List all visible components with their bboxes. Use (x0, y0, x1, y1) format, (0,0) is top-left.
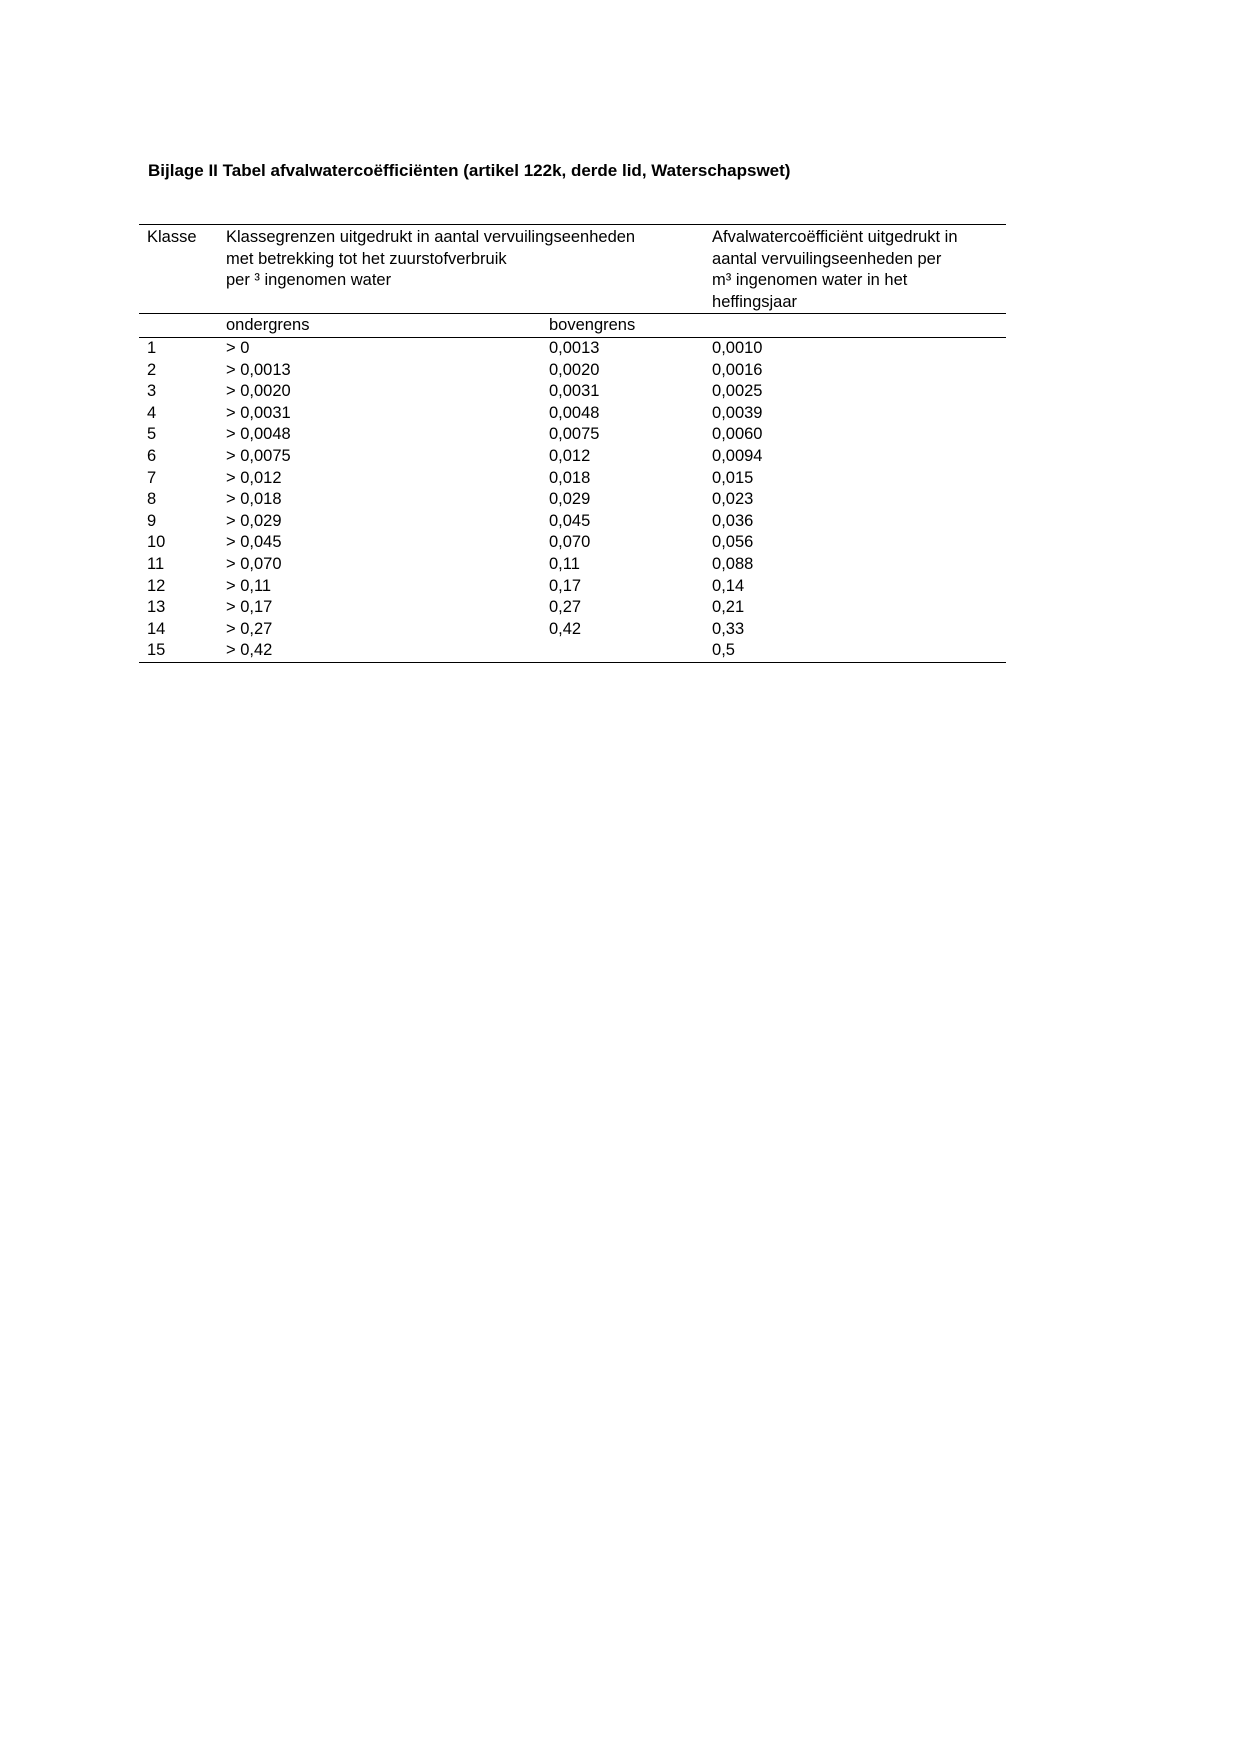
cell-bovengrens: 0,0013 (549, 338, 600, 357)
table-row (139, 597, 1006, 619)
table-row (139, 337, 1006, 359)
table-row (139, 403, 1006, 425)
header-klassegrenzen (226, 225, 712, 314)
cell-ondergrens: > 0 (226, 338, 250, 357)
cell-ondergrens: > 0,17 (226, 598, 273, 617)
table-row (139, 576, 1006, 598)
cell-coefficient: 0,14 (712, 576, 745, 595)
table-row (139, 360, 1006, 382)
header-klassegrenzen-line: met betrekking tot het zuurstofverbruik (226, 249, 507, 268)
cell-ondergrens: > 0,27 (226, 619, 273, 638)
cell-klasse: 4 (147, 403, 157, 422)
cell-ondergrens: > 0,11 (226, 576, 272, 595)
cell-klasse: 1 (147, 338, 157, 357)
cell-klasse: 12 (147, 576, 166, 595)
cell-coefficient: 0,0016 (712, 360, 763, 379)
table-row (139, 446, 1006, 468)
cell-bovengrens: 0,045 (549, 511, 591, 530)
table-row (139, 619, 1006, 641)
cell-coefficient: 0,0094 (712, 446, 763, 465)
cell-ondergrens: > 0,0031 (226, 403, 291, 422)
subheader-empty (712, 314, 1006, 338)
cell-bovengrens: 0,0075 (549, 425, 600, 444)
cell-coefficient: 0,0010 (712, 338, 763, 357)
cell-klasse: 15 (139, 640, 226, 662)
cell-bovengrens: 0,0031 (549, 382, 600, 401)
cell-klasse: 13 (147, 598, 166, 617)
header-klasse: Klasse (139, 225, 226, 314)
cell-coefficient: 0,5 (712, 640, 1006, 662)
table-row (139, 381, 1006, 403)
cell-ondergrens: > 0,0048 (226, 425, 291, 444)
header-coefficient-line: heffingsjaar (712, 292, 798, 311)
cell-coefficient: 0,088 (712, 554, 754, 573)
cell-bovengrens: 0,0020 (549, 360, 600, 379)
cell-coefficient: 0,056 (712, 533, 754, 552)
header-coefficient-line: Afvalwatercoëfficiënt uitgedrukt in (712, 228, 958, 246)
header-klassegrenzen-line: Klassegrenzen uitgedrukt in aantal vervuilingseenheden (226, 228, 636, 246)
cell-klasse: 8 (147, 490, 157, 509)
cell-bovengrens: 0,11 (549, 554, 580, 573)
cell-ondergrens: > 0,0013 (226, 360, 291, 379)
table-row (139, 532, 1006, 554)
cell-ondergrens: > 0,045 (226, 533, 282, 552)
coefficient-table (139, 224, 1006, 663)
cell-bovengrens: 0,27 (549, 598, 582, 617)
subheader-empty (139, 314, 226, 338)
cell-coefficient: 0,0039 (712, 403, 763, 422)
subheader-bovengrens: bovengrens (549, 314, 712, 338)
cell-klasse: 9 (147, 511, 157, 530)
table-row (139, 640, 1006, 662)
cell-bovengrens: 0,018 (549, 468, 591, 487)
cell-ondergrens: > 0,029 (226, 511, 282, 530)
cell-klasse: 6 (147, 446, 157, 465)
header-klassegrenzen-line: per ³ ingenomen water (226, 271, 392, 290)
table-row (139, 554, 1006, 576)
cell-ondergrens: > 0,0020 (226, 382, 291, 401)
cell-klasse: 2 (147, 360, 157, 379)
header-coefficient-line: m³ ingenomen water in het (712, 271, 908, 290)
cell-bovengrens: 0,012 (549, 446, 591, 465)
cell-ondergrens: > 0,42 (226, 640, 549, 662)
cell-coefficient: 0,21 (712, 598, 745, 617)
cell-ondergrens: > 0,012 (226, 468, 282, 487)
header-afvalwatercoefficient (712, 225, 1006, 314)
table-row (139, 489, 1006, 511)
table-row (139, 424, 1006, 446)
table-subheader-row (139, 314, 1006, 338)
subheader-ondergrens: ondergrens (226, 314, 549, 338)
cell-bovengrens: 0,0048 (549, 403, 600, 422)
cell-bovengrens: 0,42 (549, 619, 582, 638)
cell-ondergrens: > 0,018 (226, 490, 282, 509)
cell-ondergrens: > 0,0075 (226, 446, 291, 465)
cell-coefficient: 0,33 (712, 619, 745, 638)
cell-klasse: 11 (147, 554, 165, 573)
cell-bovengrens (549, 640, 712, 662)
cell-ondergrens: > 0,070 (226, 554, 282, 573)
cell-coefficient: 0,0025 (712, 382, 763, 401)
table-header-row (139, 225, 1006, 314)
cell-coefficient: 0,023 (712, 490, 754, 509)
cell-klasse: 5 (147, 425, 157, 444)
table-row (139, 468, 1006, 490)
cell-bovengrens: 0,070 (549, 533, 591, 552)
header-coefficient-line: aantal vervuilingseenheden per (712, 249, 942, 268)
coefficient-table-container (139, 224, 1006, 663)
cell-klasse: 3 (147, 382, 157, 401)
cell-bovengrens: 0,17 (549, 576, 582, 595)
cell-coefficient: 0,015 (712, 468, 754, 487)
cell-klasse: 14 (147, 619, 166, 638)
cell-bovengrens: 0,029 (549, 490, 591, 509)
cell-coefficient: 0,0060 (712, 425, 763, 444)
cell-klasse: 10 (147, 533, 166, 552)
page-title: Bijlage II Tabel afvalwatercoëfficiënten (artikel 122k, derde lid, Waterschapswet) (148, 161, 791, 180)
cell-klasse: 7 (147, 468, 157, 487)
table-row (139, 511, 1006, 533)
cell-coefficient: 0,036 (712, 511, 754, 530)
